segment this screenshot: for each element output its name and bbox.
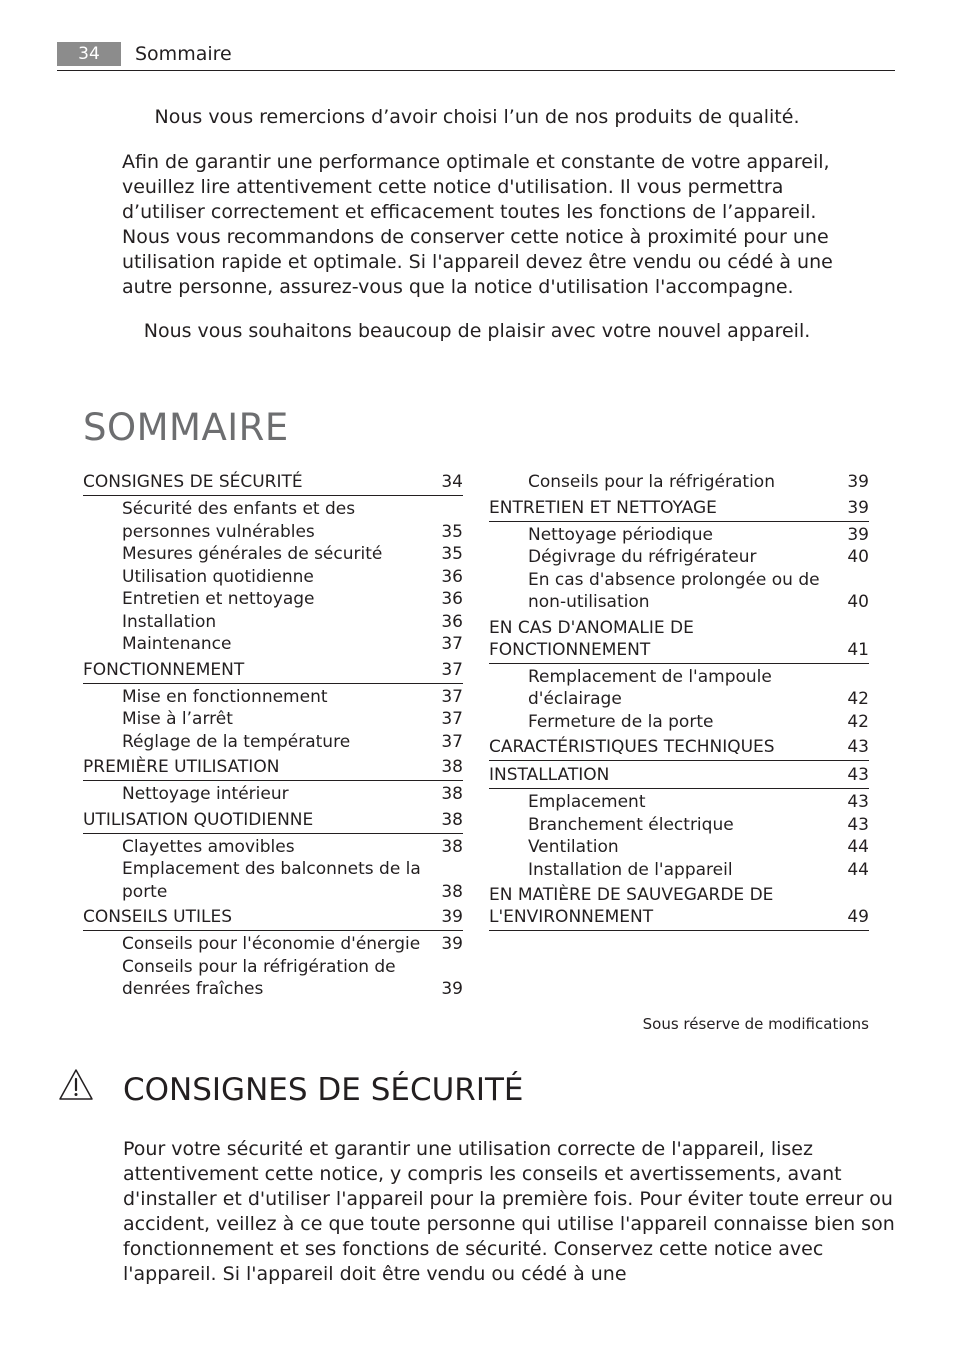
toc-subitem[interactable] [489, 814, 869, 837]
toc-subitem[interactable] [83, 858, 463, 903]
consignes-body: Pour votre sécurité et garantir une utilisation correcte de l'appareil, lisez attentivement cette notice, y compris les conseils et avertissements, avant d'installer et d'utiliser l'appareil pour la première fois. Pour éviter toute erreur ou accident, veillez à ce que toute personne qui utilise l'appareil connaisse bien son fonctionnement et ses fonctions de sécurité. Conservez cette notice avec l'appareil. Si l'appareil doit être vendu ou cédé à une [123, 1138, 895, 1285]
toc-subitem-page: 44 [847, 859, 869, 880]
toc-subitem-page: 38 [441, 836, 463, 857]
toc-subitem-label: Conseils pour la réfrigération de denrées fraîches [122, 956, 396, 999]
toc-section-label: EN MATIÈRE DE SAUVEGARDE DE L'ENVIRONNEMENT [489, 885, 774, 927]
toc-subitem-label: Installation [122, 611, 217, 632]
toc-subitem-label: Conseils pour la réfrigération [528, 472, 775, 492]
toc-section-page: 49 [847, 907, 869, 927]
toc-section-page: 43 [847, 765, 869, 785]
toc-subitem-page: 43 [847, 792, 869, 812]
toc-subitem-label: Mesures générales de sécurité [122, 544, 383, 564]
toc-subitem-page: 38 [441, 881, 463, 902]
toc-subitem[interactable] [83, 686, 463, 709]
toc-subitem-page: 35 [441, 544, 463, 564]
toc-subitem-label: Conseils pour l'économie d'énergie [122, 934, 421, 954]
toc-section-page: 38 [441, 757, 463, 777]
toc-subitem[interactable] [489, 711, 869, 734]
toc-subitem-label: Nettoyage périodique [528, 524, 713, 545]
toc-subitem-label: Branchement électrique [528, 814, 734, 835]
toc-subitem-label: Emplacement [528, 792, 646, 812]
toc-section[interactable] [83, 656, 463, 684]
toc-section-label: CONSIGNES DE SÉCURITÉ [83, 472, 303, 492]
toc-section[interactable] [489, 881, 869, 931]
toc-subitem[interactable] [489, 666, 869, 711]
toc-subitem[interactable] [83, 588, 463, 611]
toc-subitem[interactable] [489, 468, 869, 494]
toc-section-label: CARACTÉRISTIQUES TECHNIQUES [489, 737, 775, 757]
toc-subitem-page: 37 [441, 686, 463, 707]
toc-subitem-label: Installation de l'appareil [528, 859, 733, 880]
intro-thanks: Nous vous remercions d’avoir choisi l’un de nos produits de qualité. [154, 106, 800, 128]
toc-subitem-page: 38 [441, 784, 463, 804]
toc-subitem-page: 35 [441, 521, 463, 542]
toc-subitem-label: Nettoyage intérieur [122, 784, 289, 804]
toc-subitem-label: Dégivrage du réfrigérateur [528, 547, 757, 567]
toc-right-column [489, 468, 869, 931]
toc-subitem-page: 39 [847, 472, 869, 492]
toc-subitem-page: 44 [847, 837, 869, 857]
toc-section-page: 38 [441, 809, 463, 830]
toc-section[interactable] [489, 761, 869, 789]
toc-subitem[interactable] [83, 731, 463, 754]
toc-subitem-page: 37 [441, 709, 463, 729]
toc-subitem[interactable] [489, 836, 869, 859]
toc-subitem-page: 43 [847, 814, 869, 835]
toc-section-page: 39 [441, 907, 463, 927]
toc-subitem[interactable] [489, 859, 869, 882]
toc-subitem-page: 37 [441, 634, 463, 654]
toc-section-page: 41 [847, 639, 869, 660]
toc-subitem[interactable] [83, 933, 463, 956]
toc-subitem-label: Emplacement des balconnets de la porte [122, 859, 421, 902]
reserve-note: Sous réserve de modifications [642, 1015, 869, 1033]
toc-subitem-label: Réglage de la température [122, 731, 351, 752]
toc-subitem-page: 39 [847, 524, 869, 545]
toc-subitem-page: 40 [847, 592, 869, 612]
toc-subitem-label: Entretien et nettoyage [122, 589, 315, 609]
toc-subitem[interactable] [83, 783, 463, 806]
toc-section-page: 39 [847, 497, 869, 518]
toc-section[interactable] [83, 753, 463, 781]
intro-closing: Nous vous souhaitons beaucoup de plaisir avec votre nouvel appareil. [143, 320, 811, 342]
toc-subitem[interactable] [489, 546, 869, 569]
toc-section-label: ENTRETIEN ET NETTOYAGE [489, 497, 717, 518]
toc-subitem[interactable] [83, 708, 463, 731]
toc-section-label: EN CAS D'ANOMALIE DE FONCTIONNEMENT [489, 617, 694, 660]
toc-subitem-label: Ventilation [528, 837, 619, 857]
toc-subitem-label: Mise en fonctionnement [122, 686, 328, 707]
toc-subitem-label: Sécurité des enfants et des personnes vulnérables [122, 499, 356, 542]
toc-section-label: INSTALLATION [489, 765, 610, 785]
toc-section[interactable] [489, 733, 869, 761]
toc-subitem[interactable] [489, 569, 869, 614]
toc-subitem-page: 42 [847, 689, 869, 709]
toc-subitem[interactable] [83, 611, 463, 634]
toc-subitem[interactable] [489, 524, 869, 547]
toc-subitem-page: 36 [441, 566, 463, 587]
page-header [57, 40, 895, 71]
toc-section[interactable] [83, 468, 463, 496]
toc-subitem-page: 37 [441, 731, 463, 752]
consignes-title: CONSIGNES DE SÉCURITÉ [123, 1072, 524, 1108]
toc-subitem-label: En cas d'absence prolongée ou de non-utilisation [528, 569, 820, 612]
toc-subitem-page: 36 [441, 611, 463, 632]
toc-subitem[interactable] [489, 791, 869, 814]
toc-subitem[interactable] [83, 956, 463, 1001]
toc-section-label: FONCTIONNEMENT [83, 659, 245, 680]
toc-subitem-label: Fermeture de la porte [528, 711, 714, 732]
toc-section[interactable] [83, 806, 463, 834]
toc-subitem[interactable] [83, 633, 463, 656]
toc-subitem-page: 39 [441, 934, 463, 954]
toc-subitem-page: 42 [847, 711, 869, 732]
sommaire-title: SOMMAIRE [83, 406, 289, 449]
toc-subitem-label: Remplacement de l'ampoule d'éclairage [528, 666, 772, 709]
toc-subitem-page: 39 [441, 979, 463, 999]
toc-section[interactable] [83, 903, 463, 931]
toc-subitem[interactable] [83, 543, 463, 566]
toc-section-label: PREMIÈRE UTILISATION [83, 757, 280, 777]
toc-subitem-label: Mise à l’arrêt [122, 709, 233, 729]
toc-subitem-label: Clayettes amovibles [122, 836, 295, 857]
toc-section[interactable] [489, 494, 869, 522]
toc-subitem-page: 36 [441, 589, 463, 609]
header-title: Sommaire [135, 43, 232, 65]
toc-subitem-page: 40 [847, 547, 869, 567]
toc-section-page: 34 [441, 472, 463, 492]
toc-left-column [83, 468, 463, 1001]
toc-subitem[interactable] [83, 566, 463, 589]
toc-section-label: CONSEILS UTILES [83, 907, 233, 927]
toc-section[interactable] [489, 614, 869, 664]
warning-triangle-icon [58, 1068, 94, 1102]
toc-subitem-label: Utilisation quotidienne [122, 566, 314, 587]
toc-subitem-label: Maintenance [122, 634, 232, 654]
toc-subitem[interactable] [83, 498, 463, 543]
page-number: 34 [57, 42, 121, 66]
intro-paragraph: Afin de garantir une performance optimale et constante de votre appareil, veuillez lire attentivement cette notice d'utilisation. Il vous permettra d’utiliser correctement et efficacement toutes les fonctions de l’appareil. Nous vous recommandons de conserver cette notice à proximité pour une utilisation rapide et optimale. Si l'appareil devez être vendu ou cédé à une autre personne, assurez-vous que la notice d'utilisation l'accompagne. [122, 151, 833, 298]
toc-section-label: UTILISATION QUOTIDIENNE [83, 809, 314, 830]
toc-section-page: 37 [441, 659, 463, 680]
toc-section-page: 43 [847, 737, 869, 757]
toc-subitem[interactable] [83, 836, 463, 859]
